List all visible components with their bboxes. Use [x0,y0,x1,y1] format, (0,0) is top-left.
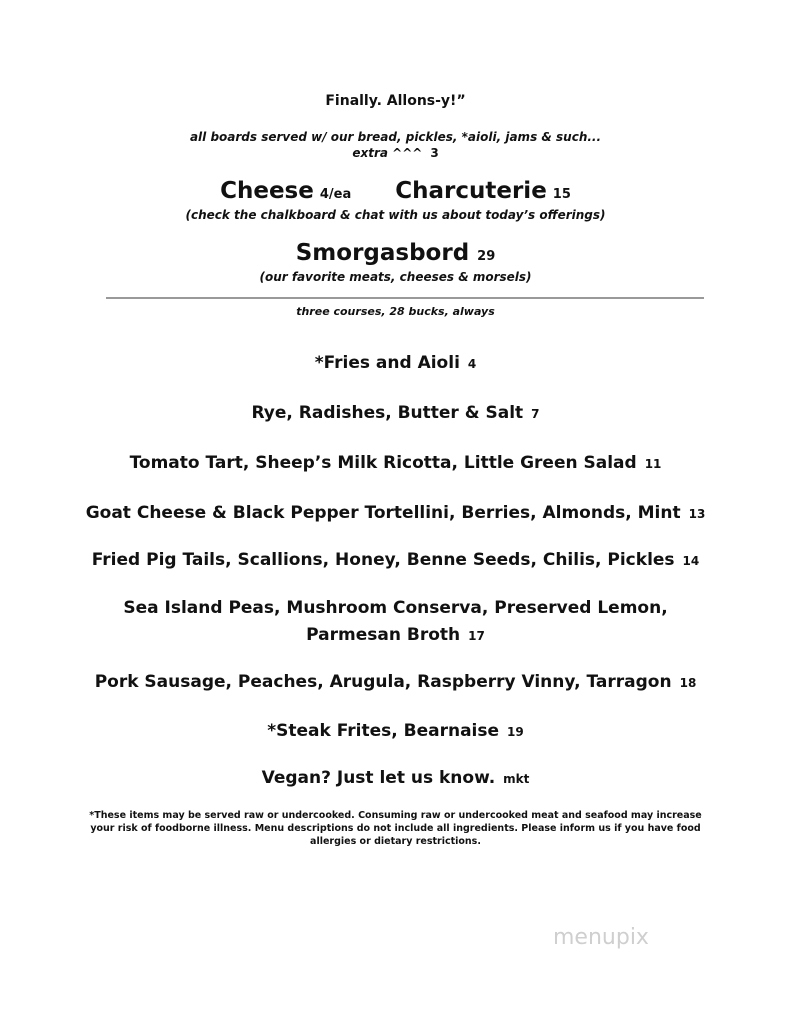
dish-item [0,721,791,741]
dish-price: 4 [467,357,477,371]
dish-item [0,353,791,373]
boards-note: all boards served w/ our bread, pickles, *aioli, jams & such... [189,130,602,144]
menu-heading: Finally. Allons-y!” [325,93,466,109]
extra-line [0,146,791,160]
dish-name: Sea Island Peas, Mushroom Conserva, Preserved Lemon, [123,598,668,618]
dish-name: Rye, Radishes, Butter & Salt [251,403,524,423]
dish-name: *Fries and Aioli [314,353,460,373]
smorgasbord-subnote: (our favorite meats, cheeses & morsels) [259,270,532,284]
charcuterie-price: 15 [552,187,571,202]
dish-item-line1 [0,598,791,618]
cheese-price: 4/ea [319,187,352,202]
dish-price: 7 [531,407,540,421]
dish-name: Parmesan Broth [306,625,461,645]
disclaimer-line: allergies or dietary restrictions. [310,836,481,847]
allergy-disclaimer [60,809,731,848]
dish-price: 13 [688,507,706,521]
dish-item [0,768,791,788]
dish-price: 14 [682,554,700,568]
dish-price: 18 [679,676,697,690]
extra-label: extra ^^^ [352,146,423,160]
dish-item [0,550,791,570]
charcuterie-name: Charcuterie [395,178,547,204]
dish-name: Tomato Tart, Sheep’s Milk Ricotta, Little Green Salad [129,453,637,473]
dish-price: 11 [644,457,662,471]
dish-item-line2 [0,625,791,645]
disclaimer-line: your risk of foodborne illness. Menu descriptions do not include all ingredients. Please inform us if you have food [90,823,701,834]
smorgasbord-name: Smorgasbord [295,240,470,266]
dish-item [0,403,791,423]
dish-name: Vegan? Just let us know. [261,768,496,788]
boards-subnote: (check the chalkboard & chat with us about today’s offerings) [185,208,606,222]
dish-name: Fried Pig Tails, Scallions, Honey, Benne Seeds, Chilis, Pickles [91,550,675,570]
dish-name: *Steak Frites, Bearnaise [267,721,500,741]
dish-item [0,503,791,523]
courses-note: three courses, 28 bucks, always [296,305,495,318]
disclaimer-line: *These items may be served raw or undercooked. Consuming raw or undercooked meat and seafood may increase [89,810,702,821]
dish-item [0,672,791,692]
dish-price: mkt [503,772,530,786]
dish-name: Pork Sausage, Peaches, Arugula, Raspberry Vinny, Tarragon [94,672,672,692]
menupix-watermark: menupix [553,925,649,950]
section-divider [106,297,704,299]
dish-item [0,453,791,473]
dish-price: 17 [468,629,485,643]
dish-name: Goat Cheese & Black Pepper Tortellini, Berries, Almonds, Mint [85,503,681,523]
boards-row [0,178,791,204]
cheese-name: Cheese [220,178,314,204]
extra-price: 3 [430,146,439,160]
smorgasbord-price: 29 [477,249,496,264]
dish-price: 19 [507,725,524,739]
smorgasbord-row [0,240,791,266]
